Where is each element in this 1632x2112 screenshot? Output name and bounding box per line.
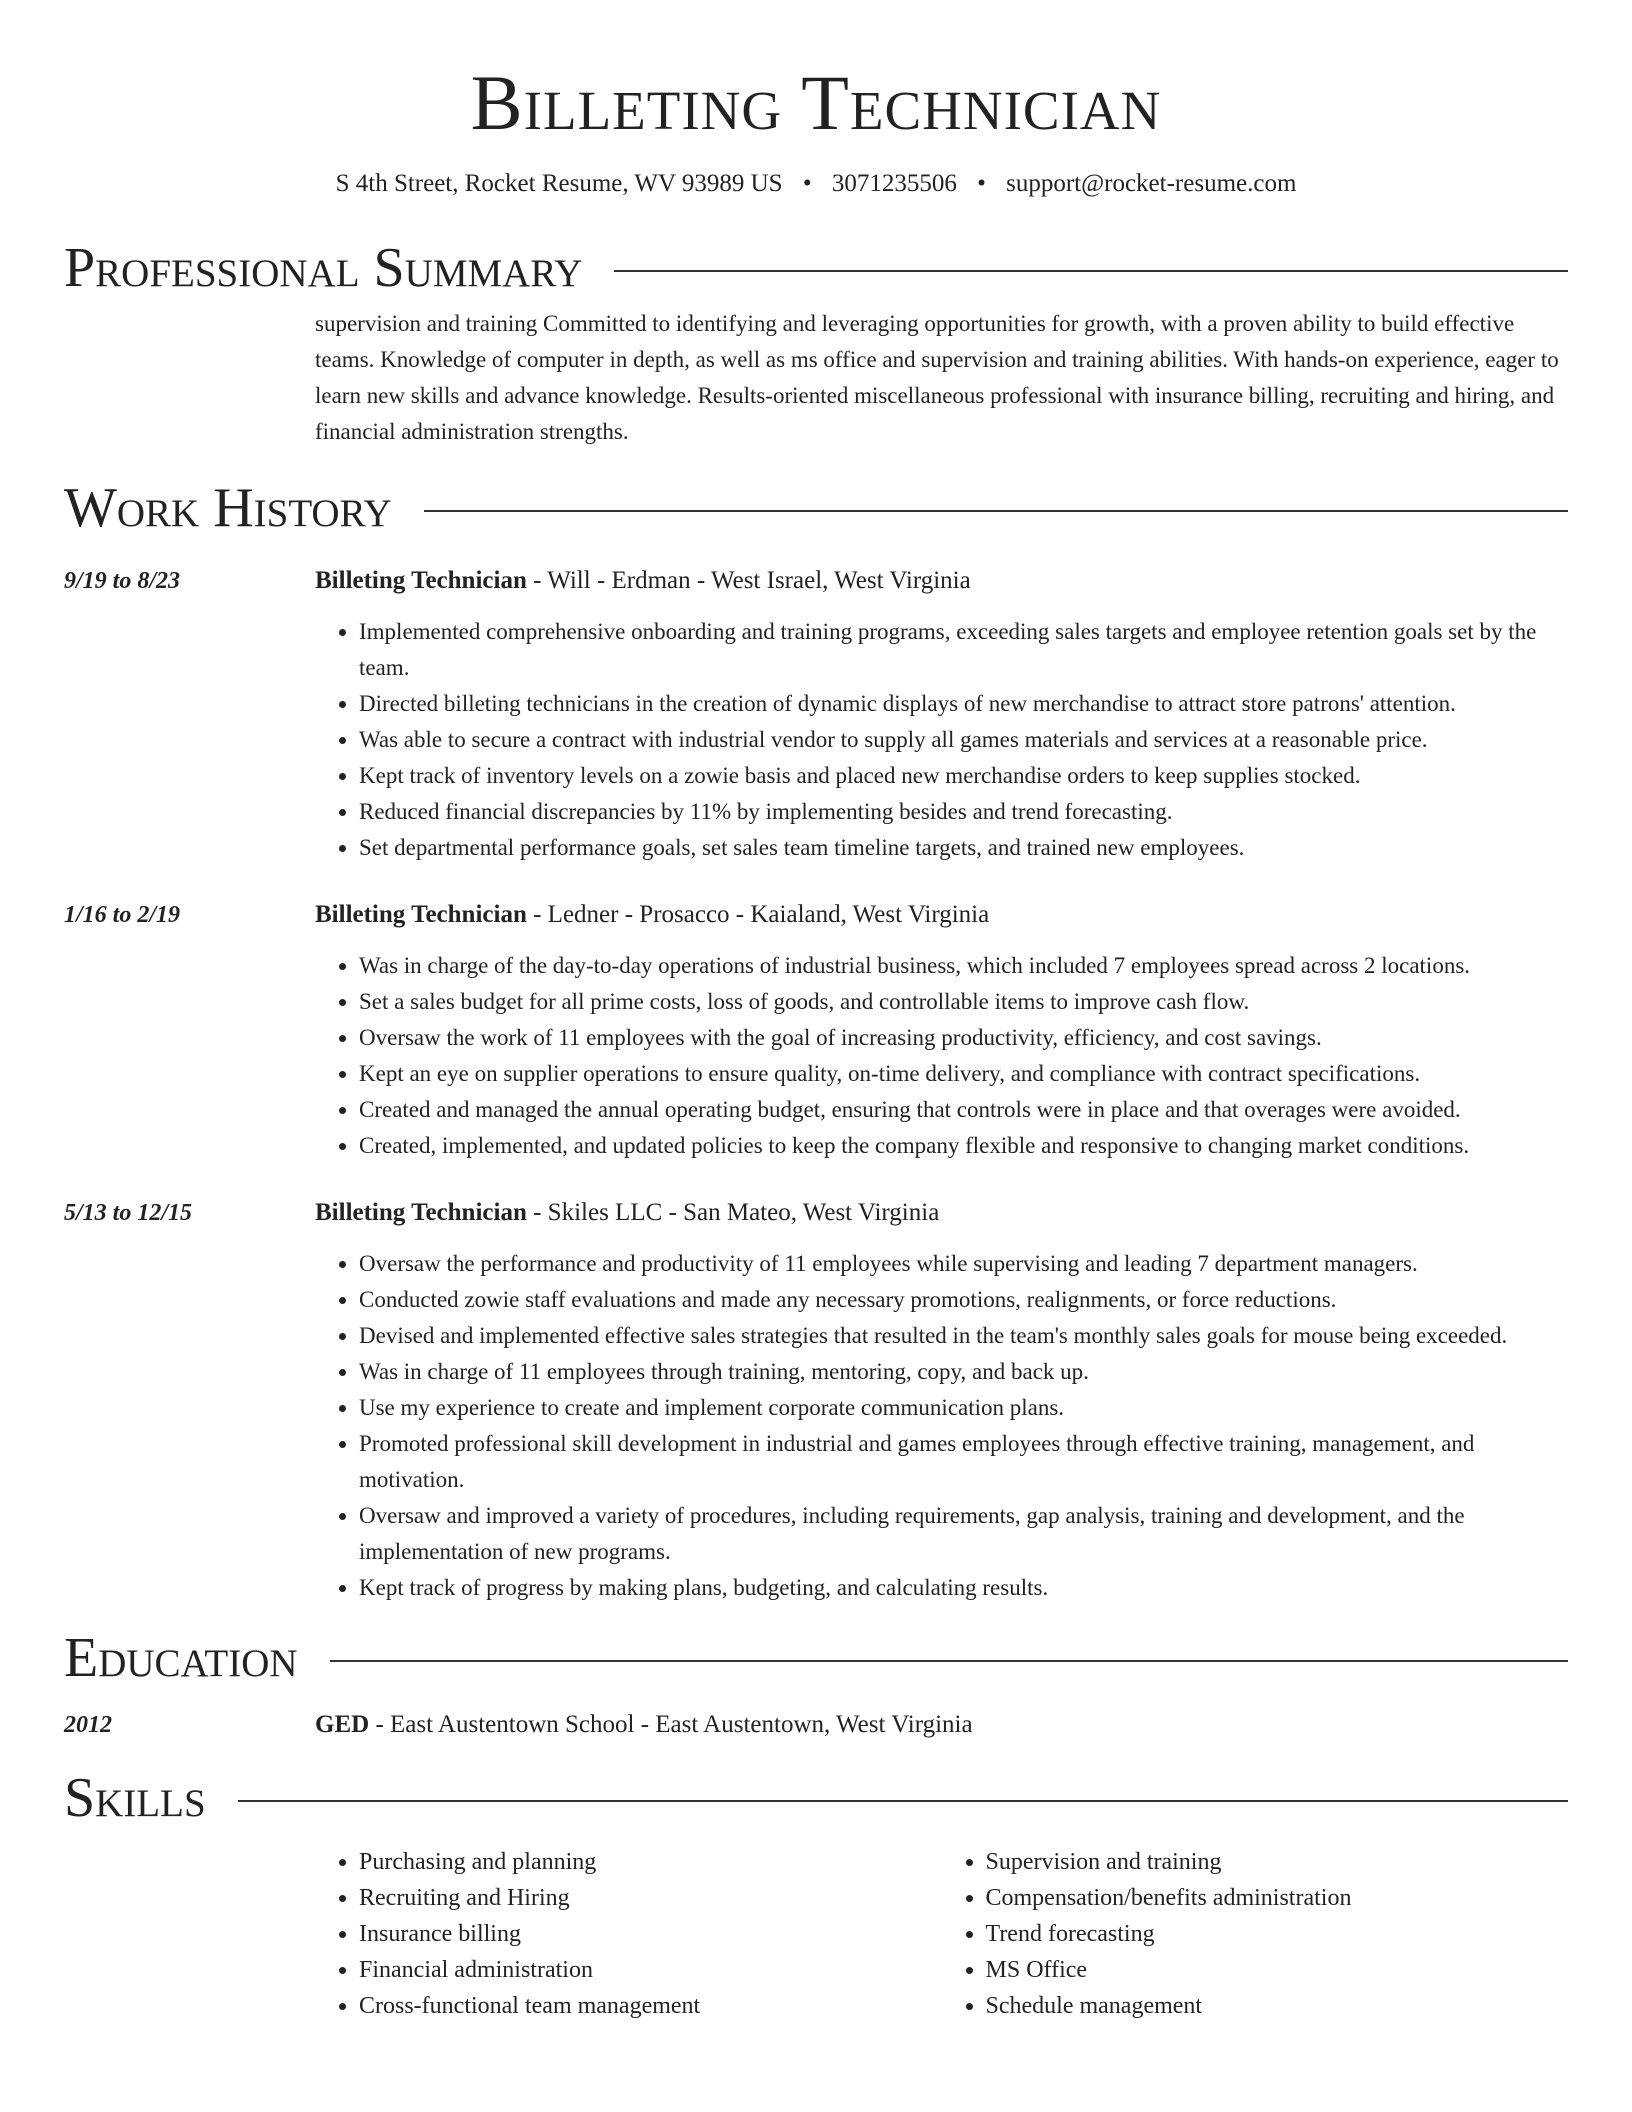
section-rule xyxy=(614,270,1568,272)
job-bullet-list xyxy=(315,1246,1568,1606)
job-bullet: • Directed billeting technicians in the creation of dynamic displays of new merchandise to attract store patrons' attention. xyxy=(359,686,1568,722)
job-role: Billeting Technician xyxy=(315,1199,527,1226)
job-bullet-list xyxy=(315,614,1568,866)
job-bullet: • Oversaw the work of 11 employees with the goal of increasing productivity, efficiency, and cost savings. xyxy=(359,1020,1568,1056)
job-title-line xyxy=(315,564,1568,598)
job-bullet: • Kept track of inventory levels on a zowie basis and placed new merchandise orders to keep supplies stocked. xyxy=(359,758,1568,794)
contact-separator: • xyxy=(802,170,812,197)
job-body xyxy=(315,564,1568,866)
section-rule xyxy=(238,1800,1568,1802)
job-bullet: • Oversaw the performance and productivity of 11 employees while supervising and leading 7 department managers. xyxy=(359,1246,1568,1282)
job-role: Billeting Technician xyxy=(315,567,527,594)
section-heading-work-history xyxy=(64,476,1568,540)
skill-item: • Financial administration xyxy=(359,1952,942,1988)
job-bullet: • Promoted professional skill development in industrial and games employees through effective training, management, and motivation. xyxy=(359,1426,1568,1498)
job-employer-location: - Skiles LLC - San Mateo, West Virginia xyxy=(526,1199,940,1226)
contact-email: support@rocket-resume.com xyxy=(1006,170,1297,197)
job-employer-location: - Will - Erdman - West Israel, West Virginia xyxy=(526,567,971,594)
job-bullet: • Conducted zowie staff evaluations and made any necessary promotions, realignments, or force reductions. xyxy=(359,1282,1568,1318)
section-heading-summary xyxy=(64,236,1568,300)
job-title-line xyxy=(315,898,1568,932)
skill-item: • Recruiting and Hiring xyxy=(359,1880,942,1916)
education-title xyxy=(315,1708,1568,1742)
job-bullet: • Kept an eye on supplier operations to ensure quality, on-time delivery, and compliance with contract specifications. xyxy=(359,1056,1568,1092)
section-title: Skills xyxy=(64,1767,206,1829)
section-title: Professional Summary xyxy=(64,237,583,299)
job-entry xyxy=(64,1196,1568,1606)
job-employer-location: - Ledner - Prosacco - Kaialand, West Virginia xyxy=(526,901,990,928)
job-title-line xyxy=(315,1196,1568,1230)
job-bullet-list xyxy=(315,948,1568,1164)
job-body xyxy=(315,1196,1568,1606)
job-bullet: • Oversaw and improved a variety of procedures, including requirements, gap analysis, training and development, and the implementation of new programs. xyxy=(359,1498,1568,1570)
work-history-list xyxy=(64,564,1568,1606)
candidate-name: Billeting Technician xyxy=(470,59,1162,146)
contact-address: S 4th Street, Rocket Resume, WV 93989 US xyxy=(335,170,783,197)
job-body xyxy=(315,898,1568,1164)
section-title: Education xyxy=(64,1627,298,1689)
skill-item: • Cross-functional team management xyxy=(359,1988,942,2024)
skills-list-left xyxy=(315,1844,942,2024)
skill-item: • Insurance billing xyxy=(359,1916,942,1952)
job-bullet: • Kept track of progress by making plans, budgeting, and calculating results. xyxy=(359,1570,1568,1606)
section-rule xyxy=(330,1660,1568,1662)
job-bullet: • Created, implemented, and updated policies to keep the company flexible and responsive to changing market conditions. xyxy=(359,1128,1568,1164)
skill-item: • Compensation/benefits administration xyxy=(986,1880,1569,1916)
contact-phone: 3071235506 xyxy=(831,170,957,197)
contact-line xyxy=(64,168,1568,200)
job-bullet: • Use my experience to create and implement corporate communication plans. xyxy=(359,1390,1568,1426)
job-bullet: • Devised and implemented effective sales strategies that resulted in the team's monthly sales goals for mouse being exceeded. xyxy=(359,1318,1568,1354)
skill-item: • Schedule management xyxy=(986,1988,1569,2024)
summary-text: supervision and training Committed to identifying and leveraging opportunities for growth, with a proven ability to build effective teams. Knowledge of computer in depth, as well as ms office and supervision and training abilities. With hands-on experience, eager to learn new skills and advance knowledge. Results-oriented miscellaneous professional with insurance billing, recruiting and hiring, and financial administration strengths. xyxy=(315,311,1559,444)
education-year: 2012 xyxy=(64,1712,112,1738)
job-entry xyxy=(64,898,1568,1164)
job-bullet: • Created and managed the annual operating budget, ensuring that controls were in place and that overages were avoided. xyxy=(359,1092,1568,1128)
job-role: Billeting Technician xyxy=(315,901,527,928)
job-bullet: • Reduced financial discrepancies by 11% by implementing besides and trend forecasting. xyxy=(359,794,1568,830)
skill-item: • Supervision and training xyxy=(986,1844,1569,1880)
skill-item: • Purchasing and planning xyxy=(359,1844,942,1880)
section-rule xyxy=(424,510,1568,512)
job-bullet: • Implemented comprehensive onboarding and training programs, exceeding sales targets and employee retention goals set by the team. xyxy=(359,614,1568,686)
education-degree: GED xyxy=(315,1711,370,1738)
education-entry xyxy=(64,1708,1568,1742)
job-bullet: • Set a sales budget for all prime costs, loss of goods, and controllable items to improve cash flow. xyxy=(359,984,1568,1020)
job-dates: 9/19 to 8/23 xyxy=(64,568,181,594)
skill-item: • MS Office xyxy=(986,1952,1569,1988)
skill-item: • Trend forecasting xyxy=(986,1916,1569,1952)
job-entry xyxy=(64,564,1568,866)
education-details: - East Austentown School - East Austentown, West Virginia xyxy=(369,1711,973,1738)
job-bullet: • Was able to secure a contract with industrial vendor to supply all games materials and services at a reasonable price. xyxy=(359,722,1568,758)
section-heading-skills xyxy=(64,1766,1568,1830)
job-bullet: • Was in charge of 11 employees through training, mentoring, copy, and back up. xyxy=(359,1354,1568,1390)
job-bullet: • Set departmental performance goals, set sales team timeline targets, and trained new employees. xyxy=(359,830,1568,866)
section-title: Work History xyxy=(64,477,392,539)
resume-page xyxy=(64,0,1568,2024)
section-heading-education xyxy=(64,1626,1568,1690)
job-dates: 1/16 to 2/19 xyxy=(64,902,181,928)
contact-separator: • xyxy=(977,170,986,197)
job-bullet: • Was in charge of the day-to-day operations of industrial business, which included 7 employees spread across 2 locations. xyxy=(359,948,1568,984)
skills-columns xyxy=(315,1844,1568,2024)
job-dates: 5/13 to 12/15 xyxy=(64,1200,193,1226)
skills-list-right xyxy=(942,1844,1569,2024)
